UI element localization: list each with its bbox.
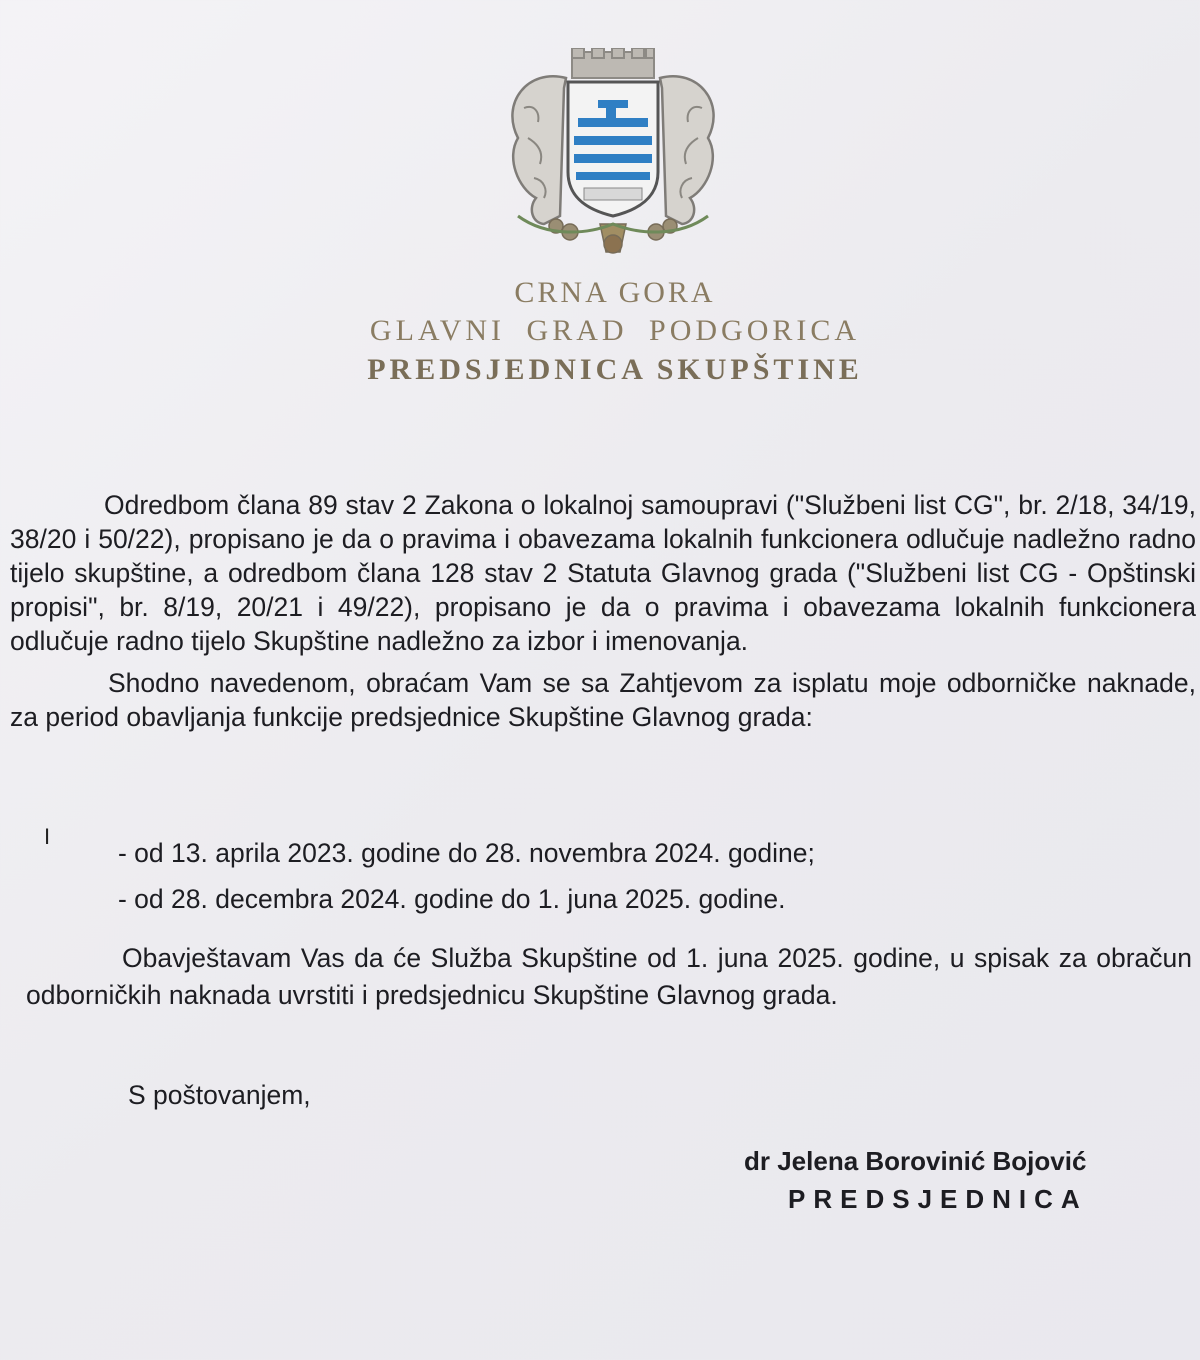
closing-salutation: S poštovanjem,	[128, 1080, 311, 1110]
text-cursor-icon: I	[44, 824, 51, 849]
paragraph-legal-basis: Odredbom člana 89 stav 2 Zakona o lokalnoj samoupravi ("Službeni list CG", br. 2/18, 34/19, 38/20 i 50/22), propisano je da o pravima i obavezama lokalnih funkcionera odlučuje nadležno radno tijelo skupštine, a odredbom člana 128 stav 2 Statuta Glavnog grada ("Službeni list CG - Opštinski propisi", br. 8/19, 20/21 i 49/22), propisano je da o pravima i obavezama lokalnih funkcionera odlučuje radno tijelo Skupštine nadležno za izbor i imenovanja.	[10, 490, 1196, 656]
coat-of-arms-icon	[488, 48, 738, 258]
signer-name: dr Jelena Borovinić Bojović	[744, 1146, 1087, 1176]
paragraph-request: Shodno navedenom, obraćam Vam se sa Zahtjevom za isplatu moje odborničke naknade, za period obavljanja funkcije predsjednice Skupštine Glavnog grada:	[10, 668, 1196, 732]
header-office: PREDSJEDNICA SKUPŠTINE	[367, 353, 863, 386]
signer-title: PREDSJEDNICA	[788, 1184, 1088, 1214]
header-city: GLAVNI GRAD PODGORICA	[369, 314, 861, 347]
letter-body	[10, 488, 1196, 734]
list-item: - od 13. aprila 2023. godine do 28. novembra 2024. godine;	[118, 838, 815, 868]
paragraph-notice: Obavještavam Vas da će Služba Skupštine od 1. juna 2025. godine, u spisak za obračun odborničkih naknada uvrstiti i predsjednicu Skupštine Glavnog grada.	[26, 943, 1192, 1010]
period-list	[118, 830, 815, 922]
list-item: - od 28. decembra 2024. godine do 1. juna 2025. godine.	[118, 884, 786, 914]
header-country: CRNA GORA	[514, 276, 716, 309]
